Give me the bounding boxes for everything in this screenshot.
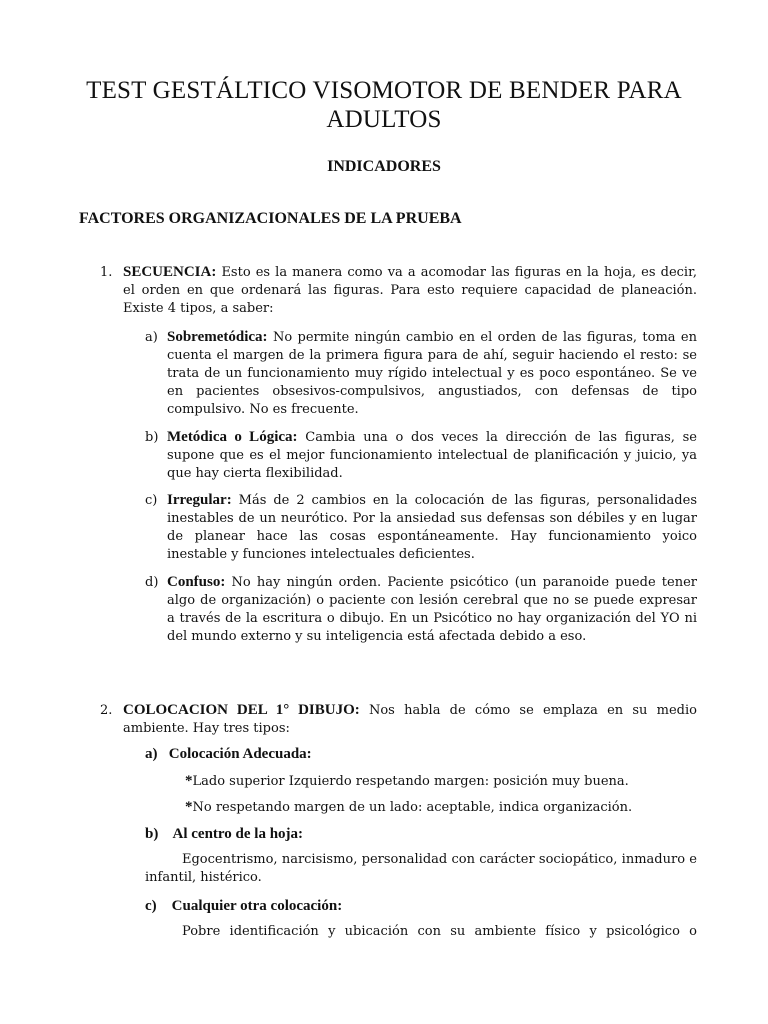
option-c-heading: c) Cualquier otra colocación: <box>145 898 343 914</box>
subitem-a-letter: a) <box>145 330 158 345</box>
subitem-a-label: Sobremetódica: <box>167 329 268 345</box>
title-line-2: ADULTOS <box>326 106 442 133</box>
subitem-c-paragraph <box>167 491 697 564</box>
subitem-b-label: Metódica o Lógica: <box>167 429 298 445</box>
option-c-text: Pobre identificación y ubicación con su ambiente físico y psicológico o <box>182 924 697 939</box>
subitem-b-letter: b) <box>145 430 159 445</box>
item-2-number: 2. <box>100 703 113 718</box>
option-a-bullet-1 <box>185 772 629 791</box>
item-2-label: COLOCACION DEL 1° DIBUJO: <box>123 702 360 718</box>
section-heading: FACTORES ORGANIZACIONALES DE LA PRUEBA <box>79 210 462 227</box>
subitem-d-label: Confuso: <box>167 574 226 590</box>
subitem-c-letter: c) <box>145 493 158 508</box>
item-1-label: SECUENCIA: <box>123 264 217 280</box>
item-2-paragraph <box>123 701 697 738</box>
option-a-heading: a) Colocación Adecuada: <box>145 746 312 762</box>
subitem-b-paragraph <box>167 428 697 483</box>
option-a-bullet-1-text: Lado superior Izquierdo respetando margen: posición muy buena. <box>192 774 629 789</box>
document-subtitle: INDICADORES <box>327 158 441 175</box>
subitem-a-text: No permite ningún cambio en el orden de las figuras, toma en cuenta el margen de la primera figura para de ahí, seguir haciendo el resto: se trata de un funcionamiento muy rígido intelectual y es poco espontáneo. Se ve en pacientes obsesivos-compulsivos, angustiados, con defensas de tipo compulsivo. No es frecuente. <box>167 330 697 417</box>
subitem-c-text: Más de 2 cambios en la colocación de las figuras, personalidades inestables de un neurótico. Por la ansiedad sus defensas son débiles y en lugar de planear hace las cosas espontáneamente. Hay funcionamiento yoico inestable y funciones intelectuales deficientes. <box>167 493 697 562</box>
option-b-heading: b) Al centro de la hoja: <box>145 826 304 842</box>
title-line-1: TEST GESTÁLTICO VISOMOTOR DE BENDER PARA <box>86 77 682 104</box>
subitem-c-label: Irregular: <box>167 492 232 508</box>
subitem-b-text: Cambia una o dos veces la dirección de las figuras, se supone que es el mejor funcionamiento intelectual de planificación y juicio, ya que hay cierta flexibilidad. <box>167 430 697 481</box>
document-title <box>60 76 708 134</box>
option-a-bullet-2-text: No respetando margen de un lado: aceptable, indica organización. <box>192 800 633 815</box>
option-b-text: Egocentrismo, narcisismo, personalidad con carácter sociopático, inmaduro e infantil, histérico. <box>145 852 697 885</box>
bullet-star: * <box>185 773 193 789</box>
item-1-number: 1. <box>100 265 113 280</box>
subitem-d-text: No hay ningún orden. Paciente psicótico (un paranoide puede tener algo de organización) o paciente con lesión cerebral que no se puede expresar a través de la escritura o dibujo. En un Psicótico no hay organización del YO ni del mundo externo y su inteligencia está afectada debido a eso. <box>167 575 697 644</box>
subitem-d-letter: d) <box>145 575 159 590</box>
subitem-d-paragraph <box>167 573 697 646</box>
subitem-a-paragraph <box>167 328 697 419</box>
option-a-bullet-2 <box>185 798 632 817</box>
item-1-paragraph <box>123 263 697 318</box>
item-1-text: Esto es la manera como va a acomodar las figuras en la hoja, es decir, el orden en que ordenará las figuras. Para esto requiere capacidad de planeación. Existe 4 tipos, a saber: <box>123 265 697 316</box>
item-2-text: Nos habla de cómo se emplaza en su medio ambiente. Hay tres tipos: <box>123 703 697 736</box>
bullet-star: * <box>185 799 193 815</box>
